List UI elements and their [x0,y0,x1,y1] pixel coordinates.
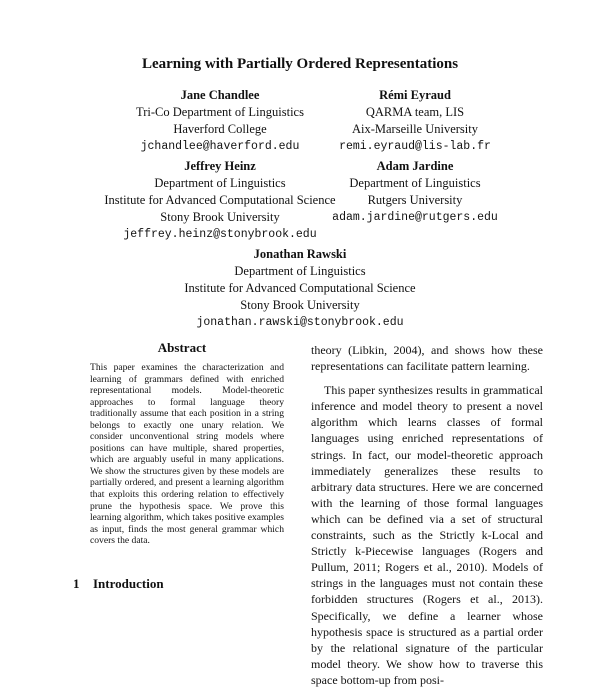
author-block [310,158,520,226]
paper-title: Learning with Partially Ordered Representations [141,56,459,72]
body-column-right [311,342,543,688]
author-affiliation: Stony Brook University [160,210,280,224]
abstract-heading: Abstract [157,340,207,355]
author-affiliation: Department of Linguistics [234,264,366,278]
section-heading [73,576,164,592]
author-email: remi.eyraud@lis-lab.fr [339,140,491,153]
author-block [150,246,450,331]
author-email: adam.jardine@rutgers.edu [332,211,498,224]
section-title: Introduction [93,576,164,591]
author-affiliation: Rutgers University [367,193,463,207]
abstract-text: This paper examines the characterization and learning of grammars defined with enriched representational models. Model-theoretic approaches to formal language theory traditionally assume that each position in a string belongs to exactly one unary relation. We consider unconventional string models where positions can have multiple, shared properties, which are arguably useful in many applications. We show the structures given by these models are partially ordered, and present a learning algorithm that exploits this ordering relation to effectively prune the hypothesis space. We prove this learning algorithm, which takes positive examples as input, finds the most general grammar which covers the data. [90,362,284,547]
author-email: jchandlee@haverford.edu [140,140,300,153]
author-block [300,87,530,155]
author-affiliation: Tri-Co Department of Linguistics [136,105,304,119]
author-email: jeffrey.heinz@stonybrook.edu [123,228,317,241]
body-paragraph: theory (Libkin, 2004), and shows how these representations can facilitate pattern learning. [311,343,543,374]
author-name: Rémi Eyraud [379,88,451,102]
author-name: Adam Jardine [376,159,454,173]
author-name: Jane Chandlee [180,88,260,102]
author-affiliation: Institute for Advanced Computational Science [184,281,416,295]
author-name: Jeffrey Heinz [184,159,256,173]
body-paragraph: This paper synthesizes results in grammatical inference and model theory to present a novel algorithm which learns classes of formal languages using enriched representations of strings. In fact, our model-theoretic approach immediately generalizes these results to arbitrary data structures. Here we are concerned with the learning of those formal languages which can be defined via a set of structural constraints, such as the Strictly k-Local and Strictly k-Piecewise languages (Rogers and Pullum, 2011; Rogers et al., 2010). Models of strings in the languages must not contain these forbidden structures (Rogers et al., 2013). Specifically, we define a learner whose hypothesis space is structured as a partial order by the relational signature of the particular model theory. We show how to traverse this space bottom-up from posi- [311,383,543,687]
author-affiliation: Department of Linguistics [349,176,481,190]
author-affiliation: Department of Linguistics [154,176,286,190]
section-number: 1 [73,576,80,591]
author-affiliation: QARMA team, LIS [365,105,465,119]
author-affiliation: Institute for Advanced Computational Science [104,193,336,207]
author-affiliation: Aix-Marseille University [351,122,478,136]
author-name: Jonathan Rawski [253,247,347,261]
author-email: jonathan.rawski@stonybrook.edu [196,316,404,329]
author-affiliation: Haverford College [173,122,267,136]
author-affiliation: Stony Brook University [240,298,360,312]
